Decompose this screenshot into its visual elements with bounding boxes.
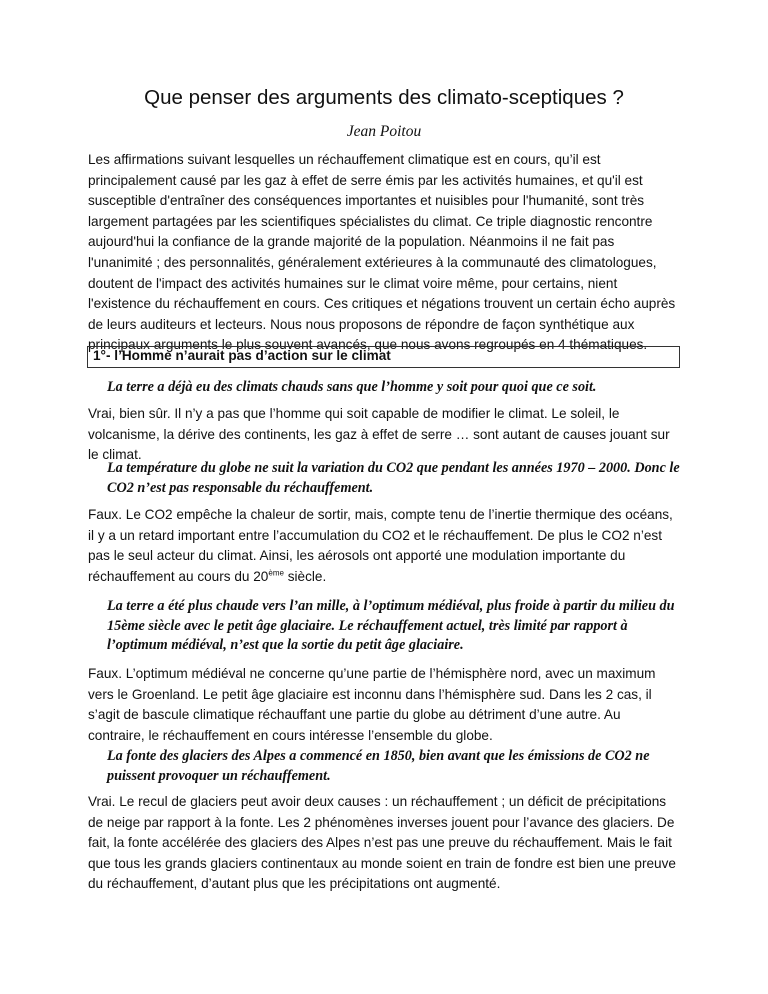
section-heading: 1°- l’Homme n’aurait pas d’action sur le climat	[93, 348, 391, 363]
claim-1: La terre a déjà eu des climats chauds sans que l’homme y soit pour quoi que ce soit.	[107, 379, 597, 395]
document-title: Que penser des arguments des climato-sceptiques ?	[144, 86, 624, 109]
section-heading-box	[87, 346, 680, 368]
claim-4: La fonte des glaciers des Alpes a commencé en 1850, bien avant que les émissions de CO2 ne puissent provoquer un réchauffement.	[107, 748, 650, 784]
answer-4: Vrai. Le recul de glaciers peut avoir deux causes : un réchauffement ; un déficit de précipitations de neige par rapport à la fonte. Les 2 phénomènes inverses jouent pour l’avance des glaciers. De fait, la fonte accélérée des glaciers des Alpes n’est pas une preuve du réchauffement. Mais le fait que tous les grands glaciers continentaux au monde soient en train de fondre est bien une preuve du réchauffement, d’autant plus que les précipitations ont augmenté.	[88, 794, 676, 892]
answer-1: Vrai, bien sûr. Il n’y a pas que l’homme qui soit capable de modifier le climat. Le soleil, le volcanisme, la dérive des continents, les gaz à effet de serre … sont autant de causes jouant sur le climat.	[88, 406, 670, 463]
answer-2-end: siècle.	[283, 568, 327, 584]
document-author: Jean Poitou	[346, 123, 422, 140]
answer-2	[88, 505, 680, 587]
claim-3: La terre a été plus chaude vers l’an mille, à l’optimum médiéval, plus froide à partir du milieu du 15ème siècle avec le petit âge glaciaire. Le réchauffement actuel, très limité par rapport à l’optimum médiéval, n’est que la sortie du petit âge glaciaire.	[107, 598, 675, 654]
claim-2: La température du globe ne suit la variation du CO2 que pendant les années 1970 – 2000. Donc le CO2 n’est pas responsable du réchauffement.	[107, 460, 680, 496]
answer-2-superscript: ème	[268, 568, 284, 578]
answer-3: Faux. L’optimum médiéval ne concerne qu’une partie de l’hémisphère nord, avec un maximum vers le Groenland. Le petit âge glaciaire est inconnu dans l’hémisphère sud. Dans les 2 cas, il s’agit de bascule climatique réchauffant une partie du globe au détriment d’une autre. Au contraire, le réchauffement en cours intéresse l’ensemble du globe.	[88, 666, 656, 743]
intro-paragraph: Les affirmations suivant lesquelles un réchauffement climatique est en cours, qu’il est principalement causé par les gaz à effet de serre émis par les activités humaines, et qu'il est susceptible d'entraîner des conséquences importantes et nuisibles pour l'humanité, sont très largement partagées par les scientifiques spécialistes du climat. Ce triple diagnostic rencontre aujourd'hui la confiance de la grande majorité de la population. Néanmoins il ne fait pas l'unanimité ; des personnalités, généralement extérieures à la communauté des climatologues, doutent de l'impact des activités humaines sur le climat voire même, pour certains, nient l'existence du réchauffement en cours. Ces critiques et négations trouvent un certain écho auprès de leurs auditeurs et lecteurs. Nous nous proposons de répondre de façon synthétique aux principaux arguments le plus souvent avancés, que nous avons regroupés en 4 thématiques.	[88, 152, 676, 353]
answer-2-main: Faux. Le CO2 empêche la chaleur de sortir, mais, compte tenu de l’inertie thermique des océans, il y a un retard important entre l’accumulation du CO2 et le réchauffement. De plus le CO2 n’est pas le seul acteur du climat. Ainsi, les aérosols ont apporté une modulation importante du réchauffement au cours du 20	[88, 507, 673, 584]
